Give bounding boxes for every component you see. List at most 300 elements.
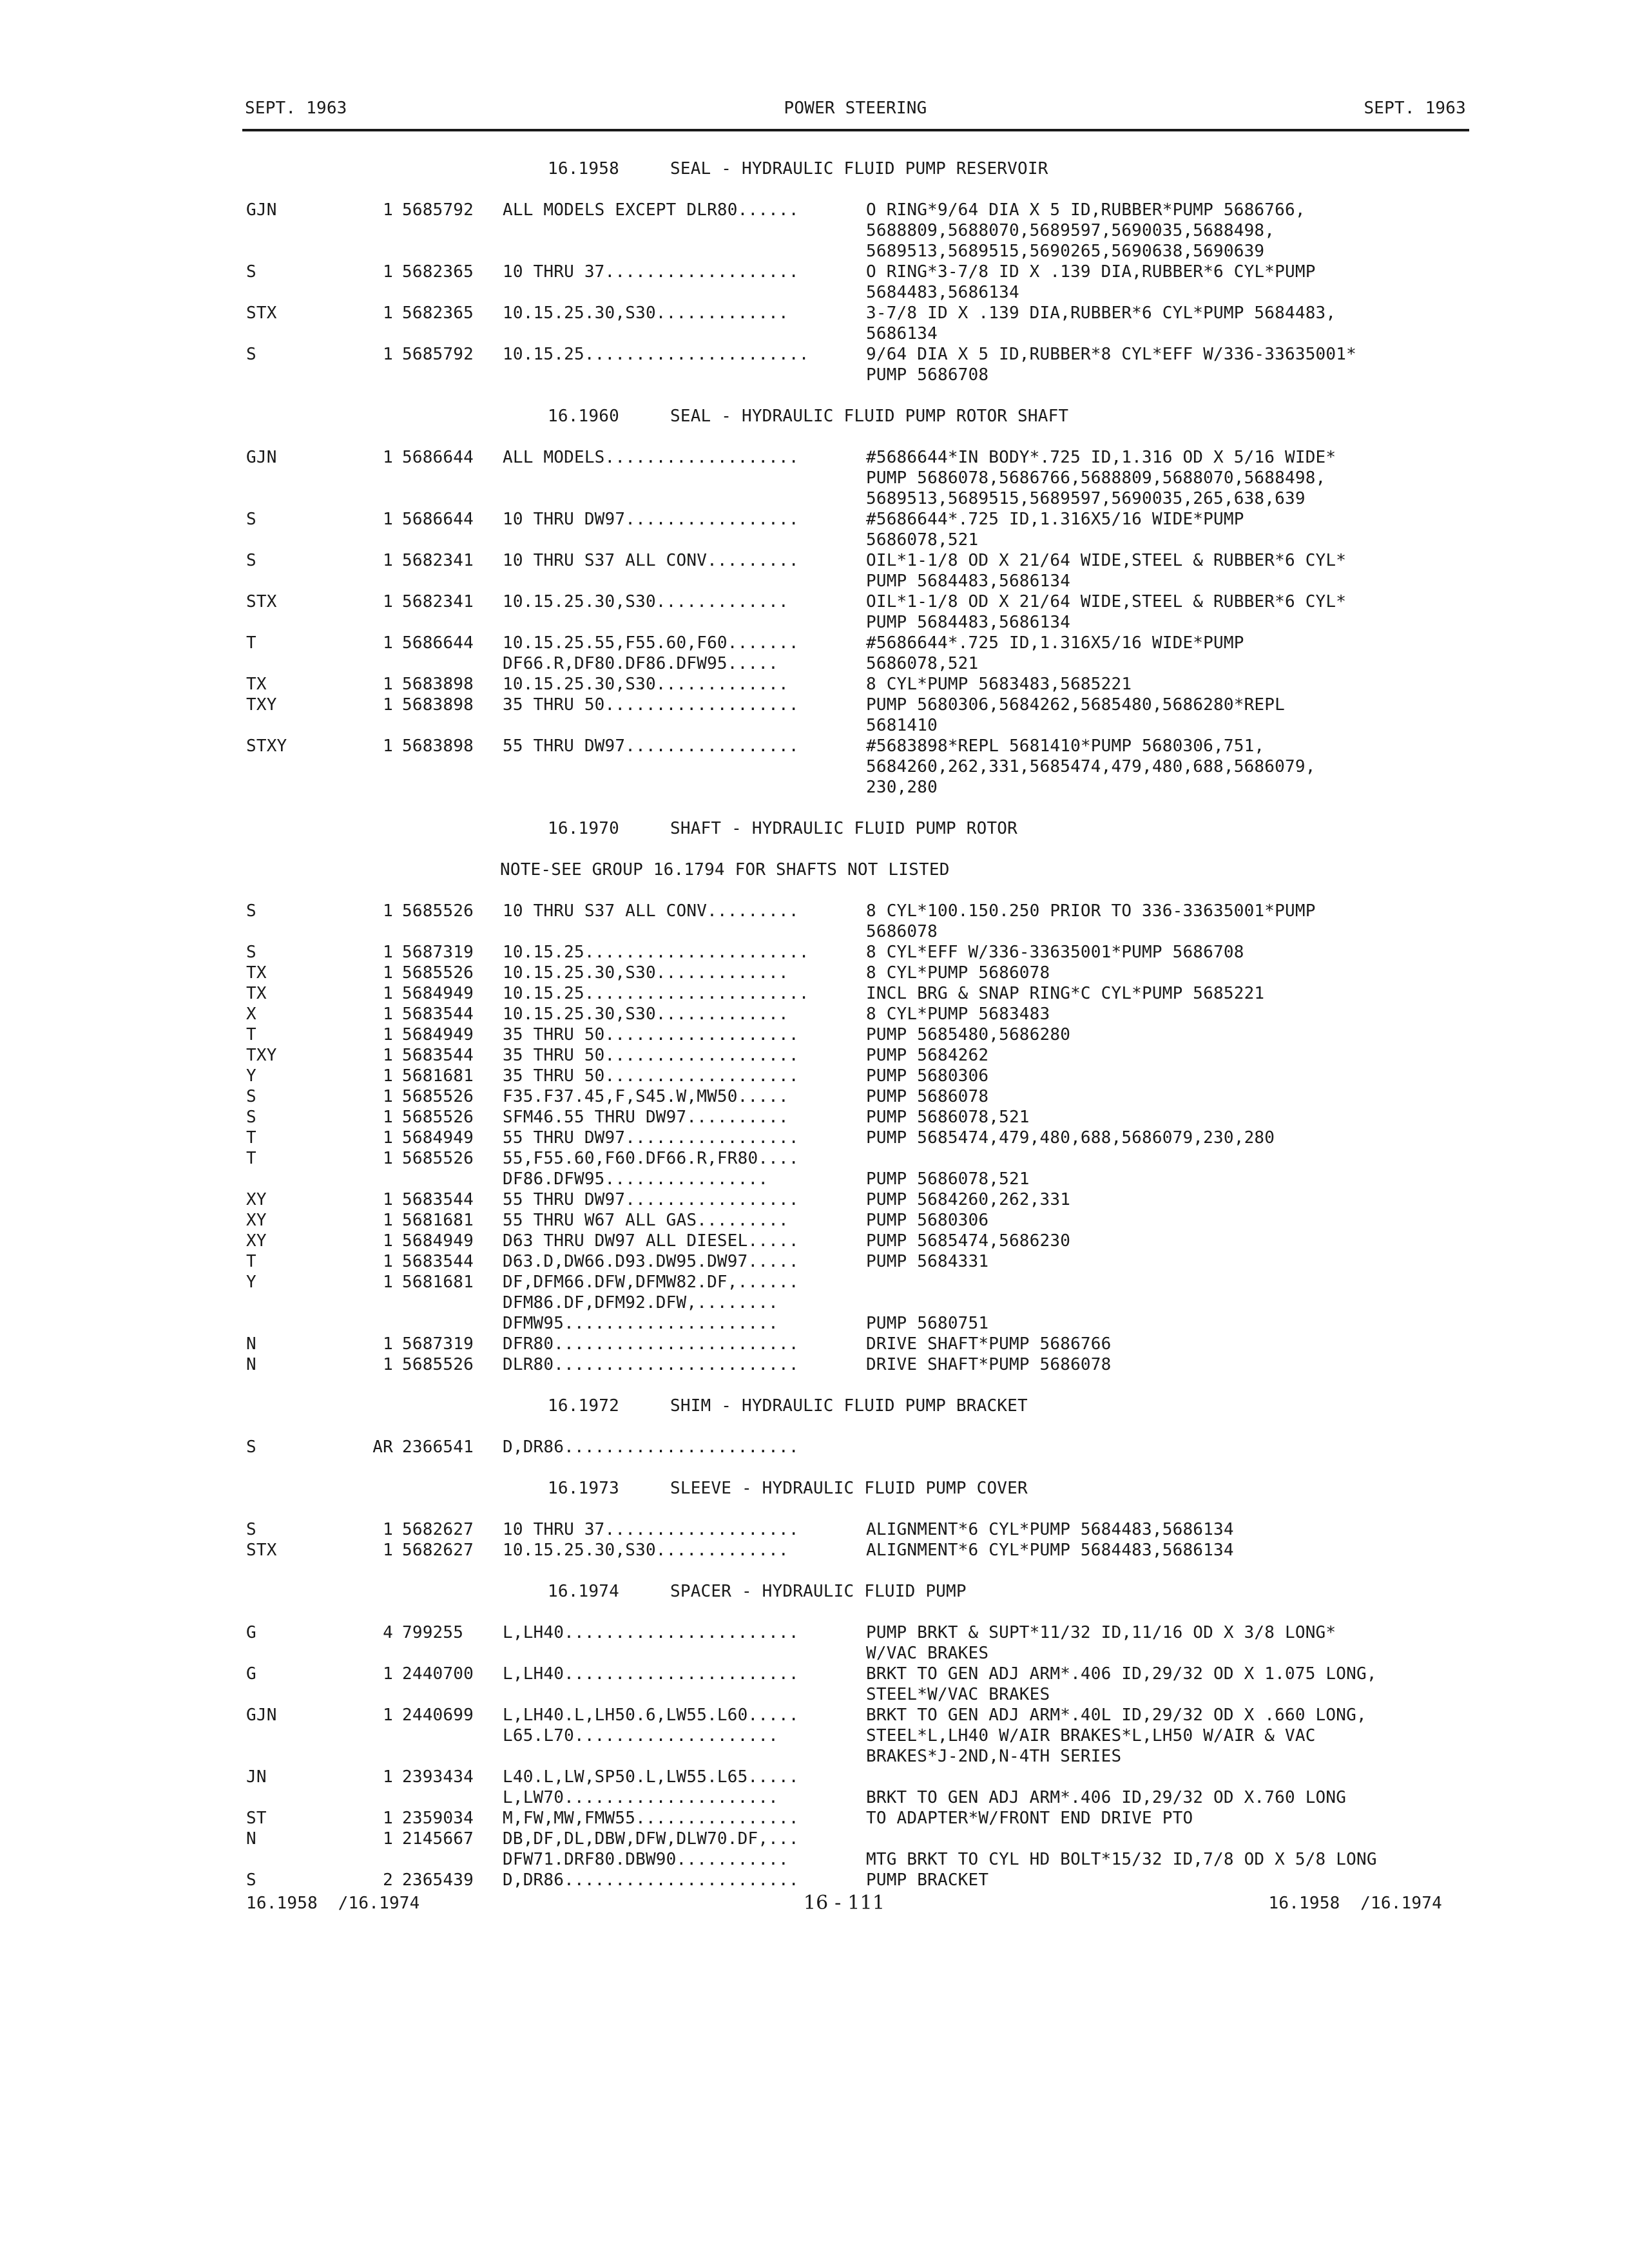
applicable-models: 10.15.25.30,S30............. [503, 592, 789, 611]
applicable-models: L,LH40....................... [503, 1623, 799, 1642]
parts-row-line [0, 365, 1629, 385]
applicable-models: D63 THRU DW97 ALL DIESEL..... [503, 1231, 799, 1251]
parts-row-line [0, 1148, 1629, 1169]
applicable-models: 10.15.25.30,S30............. [503, 963, 789, 983]
parts-row-line [0, 447, 1629, 468]
header-date-right: SEPT. 1963 [1364, 99, 1466, 118]
part-number: 5684949 [402, 1231, 474, 1251]
part-description: OIL*1-1/8 OD X 21/64 WIDE,STEEL & RUBBER*6 CYL* [866, 551, 1347, 570]
parts-row-line [0, 715, 1629, 736]
parts-row [0, 695, 1629, 736]
applicable-models: DFMW95..................... [503, 1314, 779, 1333]
model-code: TX [246, 984, 267, 1003]
part-description: PUMP 5680306 [866, 1066, 989, 1086]
applicable-models: DLR80........................ [503, 1355, 799, 1374]
part-description: PUMP 5684483,5686134 [866, 572, 1071, 591]
parts-row [0, 262, 1629, 303]
parts-row [0, 1705, 1629, 1767]
parts-row-line [0, 530, 1629, 550]
page-footer [246, 1893, 1442, 1919]
parts-row [0, 674, 1629, 695]
parts-row [0, 963, 1629, 983]
parts-row [0, 1148, 1629, 1189]
quantity: 1 [383, 1273, 393, 1292]
quantity: 1 [383, 1334, 393, 1354]
parts-row [0, 1231, 1629, 1251]
quantity: 1 [383, 1829, 393, 1849]
model-code: TX [246, 963, 267, 983]
parts-row-line [0, 1870, 1629, 1890]
part-number: 2366541 [402, 1437, 474, 1457]
quantity: 1 [383, 262, 393, 282]
applicable-models: DF86.DFW95................ [503, 1169, 769, 1189]
model-code: S [246, 510, 256, 529]
part-number: 5681681 [402, 1273, 474, 1292]
part-description: PUMP 5686078 [866, 1087, 989, 1106]
applicable-models: 10 THRU S37 ALL CONV......... [503, 551, 799, 570]
part-number: 5684949 [402, 1128, 474, 1148]
part-number: 2359034 [402, 1809, 474, 1828]
model-code: XY [246, 1190, 267, 1209]
quantity: 1 [383, 592, 393, 611]
part-number: 2365439 [402, 1870, 474, 1890]
section-spacer [0, 798, 1629, 818]
section-heading: SEAL - HYDRAULIC FLUID PUMP RESERVOIR [670, 159, 1048, 178]
parts-row-line [0, 674, 1629, 695]
part-description: BRKT TO GEN ADJ ARM*.406 ID,29/32 OD X 1.075 LONG, [866, 1664, 1377, 1684]
parts-row-line [0, 1684, 1629, 1705]
footer-range-right: 16.1958 /16.1974 [1268, 1894, 1442, 1913]
applicable-models: 35 THRU 50................... [503, 1025, 799, 1044]
parts-row-line [0, 1334, 1629, 1354]
parts-row [0, 1664, 1629, 1705]
part-description: 8 CYL*PUMP 5683483 [866, 1004, 1050, 1024]
part-description: 8 CYL*100.150.250 PRIOR TO 336-33635001*PUMP [866, 901, 1316, 921]
parts-row [0, 550, 1629, 591]
model-code: STX [246, 1541, 277, 1560]
part-description: #5686644*IN BODY*.725 ID,1.316 OD X 5/16 WIDE* [866, 448, 1336, 467]
model-code: S [246, 1087, 256, 1106]
part-description: 5686078,521 [866, 654, 979, 673]
model-code: XY [246, 1231, 267, 1251]
parts-row [0, 1272, 1629, 1334]
part-description: 5686134 [866, 324, 938, 343]
part-number: 799255 [402, 1623, 464, 1642]
parts-row-line [0, 509, 1629, 530]
parts-row [0, 1128, 1629, 1148]
parts-row [0, 344, 1629, 385]
part-number: 5685526 [402, 963, 474, 983]
quantity: 1 [383, 303, 393, 323]
applicable-models: 55 THRU W67 ALL GAS......... [503, 1211, 789, 1230]
parts-row-line [0, 323, 1629, 344]
quantity: 1 [383, 1190, 393, 1209]
parts-row-line [0, 1128, 1629, 1148]
part-description: O RING*3-7/8 ID X .139 DIA,RUBBER*6 CYL*PUMP [866, 262, 1316, 282]
applicable-models: DF66.R,DF80.DF86.DFW95..... [503, 654, 779, 673]
quantity: 1 [383, 1046, 393, 1065]
part-description: PUMP 5680751 [866, 1314, 989, 1333]
part-number: 5682365 [402, 262, 474, 282]
parts-row [0, 983, 1629, 1004]
model-code: JN [246, 1767, 267, 1787]
model-code: S [246, 943, 256, 962]
applicable-models: 35 THRU 50................... [503, 695, 799, 715]
parts-row [0, 736, 1629, 798]
section-spacer [0, 1457, 1629, 1478]
part-description: 8 CYL*EFF W/336-33635001*PUMP 5686708 [866, 943, 1244, 962]
section-16-1974 [0, 1581, 1629, 1911]
parts-row-line [0, 756, 1629, 777]
quantity: 1 [383, 1706, 393, 1725]
parts-row [0, 942, 1629, 963]
part-number: 5685526 [402, 1149, 474, 1168]
footer-range-left: 16.1958 /16.1974 [246, 1894, 420, 1913]
section-note: NOTE-SEE GROUP 16.1794 FOR SHAFTS NOT LISTED [500, 860, 950, 879]
parts-row-line [0, 1725, 1629, 1746]
part-description: PUMP BRKT & SUPT*11/32 ID,11/16 OD X 3/8 LONG* [866, 1623, 1336, 1642]
parts-row [0, 901, 1629, 942]
parts-row-line [0, 736, 1629, 756]
parts-row [0, 1808, 1629, 1829]
applicable-models: 10.15.25.55,F55.60,F60....... [503, 633, 799, 653]
section-number: 16.1972 [548, 1396, 619, 1416]
quantity: 1 [383, 200, 393, 220]
part-description: PUMP 5680306,5684262,5685480,5686280*REPL [866, 695, 1285, 715]
page-number: 16 - 111 [803, 1892, 885, 1914]
part-description: #5686644*.725 ID,1.316X5/16 WIDE*PUMP [866, 510, 1244, 529]
model-code: GJN [246, 200, 277, 220]
part-number: 5681681 [402, 1211, 474, 1230]
parts-row-line [0, 1705, 1629, 1725]
section-number: 16.1974 [548, 1582, 619, 1601]
applicable-models: DFM86.DF,DFM92.DFW,........ [503, 1293, 779, 1312]
parts-row [0, 1210, 1629, 1231]
section-spacer [0, 1561, 1629, 1581]
applicable-models: ALL MODELS................... [503, 448, 799, 467]
header-rule [242, 129, 1469, 131]
parts-row-line [0, 1437, 1629, 1457]
parts-row-line [0, 571, 1629, 591]
part-description: INCL BRG & SNAP RING*C CYL*PUMP 5685221 [866, 984, 1265, 1003]
part-number: 5683898 [402, 736, 474, 756]
parts-row-line [0, 695, 1629, 715]
applicable-models: L40.L,LW,SP50.L,LW55.L65..... [503, 1767, 799, 1787]
parts-row-line [0, 653, 1629, 674]
quantity: 1 [383, 1355, 393, 1374]
parts-row [0, 1334, 1629, 1354]
section-16-1973 [0, 1478, 1629, 1581]
parts-row-line [0, 344, 1629, 365]
part-description: PUMP 5685480,5686280 [866, 1025, 1071, 1044]
applicable-models: 55 THRU DW97................. [503, 1128, 799, 1148]
applicable-models: 10 THRU 37................... [503, 262, 799, 282]
model-code: GJN [246, 1706, 277, 1725]
header-title: POWER STEERING [784, 99, 927, 118]
part-number: 5685526 [402, 1087, 474, 1106]
quantity: 1 [383, 984, 393, 1003]
parts-row [0, 509, 1629, 550]
parts-row [0, 1540, 1629, 1561]
applicable-models: 55 THRU DW97................. [503, 1190, 799, 1209]
parts-row-line [0, 942, 1629, 963]
applicable-models: D,DR86....................... [503, 1437, 799, 1457]
parts-row-line [0, 1066, 1629, 1086]
quantity: 1 [383, 736, 393, 756]
applicable-models: L,LH40.L,LH50.6,LW55.L60..... [503, 1706, 799, 1725]
part-description: DRIVE SHAFT*PUMP 5686078 [866, 1355, 1112, 1374]
quantity: 1 [383, 1149, 393, 1168]
applicable-models: 10.15.25.30,S30............. [503, 303, 789, 323]
model-code: S [246, 345, 256, 364]
part-description: TO ADAPTER*W/FRONT END DRIVE PTO [866, 1809, 1193, 1828]
part-number: 5685792 [402, 345, 474, 364]
part-description: 8 CYL*PUMP 5686078 [866, 963, 1050, 983]
part-description: STEEL*L,LH40 W/AIR BRAKES*L,LH50 W/AIR & VAC [866, 1726, 1316, 1745]
part-description: 5686078 [866, 922, 938, 941]
quantity: 1 [383, 943, 393, 962]
applicable-models: L,LH40....................... [503, 1664, 799, 1684]
part-description: PUMP 5684331 [866, 1252, 989, 1271]
section-number: 16.1973 [548, 1479, 619, 1498]
parts-row [0, 1870, 1629, 1890]
parts-row-line [0, 591, 1629, 612]
part-number: 5687319 [402, 1334, 474, 1354]
quantity: 1 [383, 1541, 393, 1560]
model-code: STX [246, 303, 277, 323]
page-header [245, 98, 1466, 121]
quantity: 1 [383, 510, 393, 529]
model-code: ST [246, 1809, 267, 1828]
model-code: T [246, 1025, 256, 1044]
part-description: BRKT TO GEN ADJ ARM*.406 ID,29/32 OD X.760 LONG [866, 1788, 1347, 1807]
applicable-models: 10 THRU 37................... [503, 1520, 799, 1539]
part-description: DRIVE SHAFT*PUMP 5686766 [866, 1334, 1112, 1354]
part-description: PUMP 5685474,479,480,688,5686079,230,280 [866, 1128, 1275, 1148]
parts-row-line [0, 1251, 1629, 1272]
parts-row-line [0, 921, 1629, 942]
model-code: TX [246, 675, 267, 694]
applicable-models: 35 THRU 50................... [503, 1066, 799, 1086]
quantity: 1 [383, 1128, 393, 1148]
parts-row-line [0, 1004, 1629, 1024]
applicable-models: 10.15.25...................... [503, 984, 809, 1003]
part-description: OIL*1-1/8 OD X 21/64 WIDE,STEEL & RUBBER*6 CYL* [866, 592, 1347, 611]
applicable-models: L65.L70.................... [503, 1726, 779, 1745]
part-description: 8 CYL*PUMP 5683483,5685221 [866, 675, 1132, 694]
parts-row-line [0, 468, 1629, 488]
parts-row [0, 1354, 1629, 1375]
part-number: 2145667 [402, 1829, 474, 1849]
part-description: MTG BRKT TO CYL HD BOLT*15/32 ID,7/8 OD X 5/8 LONG [866, 1850, 1377, 1869]
parts-row-line [0, 241, 1629, 262]
quantity: 1 [383, 448, 393, 467]
parts-row-line [0, 1086, 1629, 1107]
applicable-models: 55 THRU DW97................. [503, 736, 799, 756]
applicable-models: 10.15.25.30,S30............. [503, 675, 789, 694]
quantity: 1 [383, 1025, 393, 1044]
part-description: PUMP 5684483,5686134 [866, 613, 1071, 632]
part-description: PUMP 5685474,5686230 [866, 1231, 1071, 1251]
quantity: 1 [383, 1087, 393, 1106]
parts-row-line [0, 1643, 1629, 1664]
part-description: O RING*9/64 DIA X 5 ID,RUBBER*PUMP 5686766, [866, 200, 1306, 220]
section-heading: SLEEVE - HYDRAULIC FLUID PUMP COVER [670, 1479, 1028, 1498]
part-description: BRAKES*J-2ND,N-4TH SERIES [866, 1747, 1122, 1766]
part-description: ALIGNMENT*6 CYL*PUMP 5684483,5686134 [866, 1520, 1234, 1539]
quantity: 1 [383, 1231, 393, 1251]
part-number: 5682341 [402, 592, 474, 611]
model-code: STXY [246, 736, 287, 756]
quantity: 1 [383, 1520, 393, 1539]
parts-row-line [0, 1808, 1629, 1829]
model-code: S [246, 262, 256, 282]
parts-row-line [0, 1354, 1629, 1375]
applicable-models: 55,F55.60,F60.DF66.R,FR80.... [503, 1149, 799, 1168]
model-code: S [246, 901, 256, 921]
part-description: #5686644*.725 ID,1.316X5/16 WIDE*PUMP [866, 633, 1244, 653]
part-number: 5686644 [402, 633, 474, 653]
model-code: X [246, 1004, 256, 1024]
model-code: Y [246, 1273, 256, 1292]
part-number: 5685526 [402, 1108, 474, 1127]
part-number: 5686644 [402, 510, 474, 529]
applicable-models: 10 THRU DW97................. [503, 510, 799, 529]
part-number: 5683544 [402, 1190, 474, 1209]
part-number: 5683898 [402, 675, 474, 694]
model-code: XY [246, 1211, 267, 1230]
section-number: 16.1970 [548, 819, 619, 838]
part-description: STEEL*W/VAC BRAKES [866, 1685, 1050, 1704]
part-description: 5681410 [866, 716, 938, 735]
quantity: 1 [383, 1809, 393, 1828]
quantity: 1 [383, 1664, 393, 1684]
applicable-models: DFW71.DRF80.DBW90........... [503, 1850, 789, 1869]
part-description: PUMP 5686078,521 [866, 1108, 1030, 1127]
parts-row-line [0, 1540, 1629, 1561]
part-number: 5684949 [402, 1025, 474, 1044]
applicable-models: DF,DFM66.DFW,DFMW82.DF,...... [503, 1273, 799, 1292]
model-code: N [246, 1334, 256, 1354]
parts-row-line [0, 612, 1629, 633]
quantity: 1 [383, 345, 393, 364]
parts-row-line [0, 1045, 1629, 1066]
model-code: T [246, 1128, 256, 1148]
part-number: 5683898 [402, 695, 474, 715]
applicable-models: DFR80........................ [503, 1334, 799, 1354]
parts-list [0, 159, 1629, 1911]
parts-row-line [0, 1829, 1629, 1849]
header-date-left: SEPT. 1963 [245, 99, 347, 118]
applicable-models: SFM46.55 THRU DW97.......... [503, 1108, 789, 1127]
part-description: BRKT TO GEN ADJ ARM*.40L ID,29/32 OD X .660 LONG, [866, 1706, 1367, 1725]
parts-row [0, 447, 1629, 509]
part-number: 5687319 [402, 943, 474, 962]
parts-row-line [0, 1169, 1629, 1189]
quantity: 1 [383, 1004, 393, 1024]
quantity: AR [372, 1437, 393, 1457]
applicable-models: D,DR86....................... [503, 1870, 799, 1890]
parts-row [0, 1024, 1629, 1045]
applicable-models: 10.15.25.30,S30............. [503, 1541, 789, 1560]
model-code: T [246, 633, 256, 653]
parts-row-line [0, 1272, 1629, 1293]
parts-row-line [0, 220, 1629, 241]
section-title [0, 1581, 1629, 1602]
quantity: 4 [383, 1623, 393, 1642]
quantity: 1 [383, 1211, 393, 1230]
parts-row-line [0, 1189, 1629, 1210]
parts-row [0, 1251, 1629, 1272]
parts-row [0, 1189, 1629, 1210]
quantity: 2 [383, 1870, 393, 1890]
part-description: ALIGNMENT*6 CYL*PUMP 5684483,5686134 [866, 1541, 1234, 1560]
quantity: 1 [383, 1767, 393, 1787]
model-code: G [246, 1664, 256, 1684]
parts-row-line [0, 1787, 1629, 1808]
part-number: 2393434 [402, 1767, 474, 1787]
quantity: 1 [383, 675, 393, 694]
section-16-1958 [0, 159, 1629, 406]
part-number: 5683544 [402, 1252, 474, 1271]
applicable-models: 10.15.25...................... [503, 943, 809, 962]
parts-row-line [0, 963, 1629, 983]
part-description: PUMP 5684260,262,331 [866, 1190, 1071, 1209]
part-description: 5689513,5689515,5689597,5690035,265,638,639 [866, 489, 1306, 508]
parts-row [0, 1519, 1629, 1540]
applicable-models: DB,DF,DL,DBW,DFW,DLW70.DF,... [503, 1829, 799, 1849]
part-number: 5685792 [402, 200, 474, 220]
model-code: S [246, 1870, 256, 1890]
parts-row [0, 1107, 1629, 1128]
parts-row-line [0, 1231, 1629, 1251]
parts-row-line [0, 1767, 1629, 1787]
part-description: PUMP 5686078,521 [866, 1169, 1030, 1189]
quantity: 1 [383, 1252, 393, 1271]
quantity: 1 [383, 695, 393, 715]
model-code: N [246, 1355, 256, 1374]
part-number: 5681681 [402, 1066, 474, 1086]
applicable-models: 10.15.25.30,S30............. [503, 1004, 789, 1024]
part-number: 5682365 [402, 303, 474, 323]
part-number: 5682341 [402, 551, 474, 570]
part-number: 5682627 [402, 1520, 474, 1539]
parts-row-line [0, 1664, 1629, 1684]
parts-row-line [0, 777, 1629, 798]
section-title [0, 1478, 1629, 1499]
model-code: T [246, 1149, 256, 1168]
part-description: 5686078,521 [866, 530, 979, 550]
applicable-models: 10.15.25...................... [503, 345, 809, 364]
part-number: 5682627 [402, 1541, 474, 1560]
part-description: #5683898*REPL 5681410*PUMP 5680306,751, [866, 736, 1265, 756]
quantity: 1 [383, 901, 393, 921]
parts-row [0, 633, 1629, 674]
parts-row-line [0, 1746, 1629, 1767]
part-description: PUMP 5686078,5686766,5688809,5688070,5688498, [866, 468, 1326, 488]
section-title [0, 159, 1629, 179]
part-description: 5684483,5686134 [866, 283, 1019, 302]
model-code: Y [246, 1066, 256, 1086]
part-number: 2440700 [402, 1664, 474, 1684]
parts-row-line [0, 1107, 1629, 1128]
section-heading: SHIM - HYDRAULIC FLUID PUMP BRACKET [670, 1396, 1028, 1416]
part-number: 5685526 [402, 901, 474, 921]
parts-row [0, 1622, 1629, 1664]
section-spacer [0, 385, 1629, 406]
parts-row [0, 1045, 1629, 1066]
section-16-1972 [0, 1396, 1629, 1478]
